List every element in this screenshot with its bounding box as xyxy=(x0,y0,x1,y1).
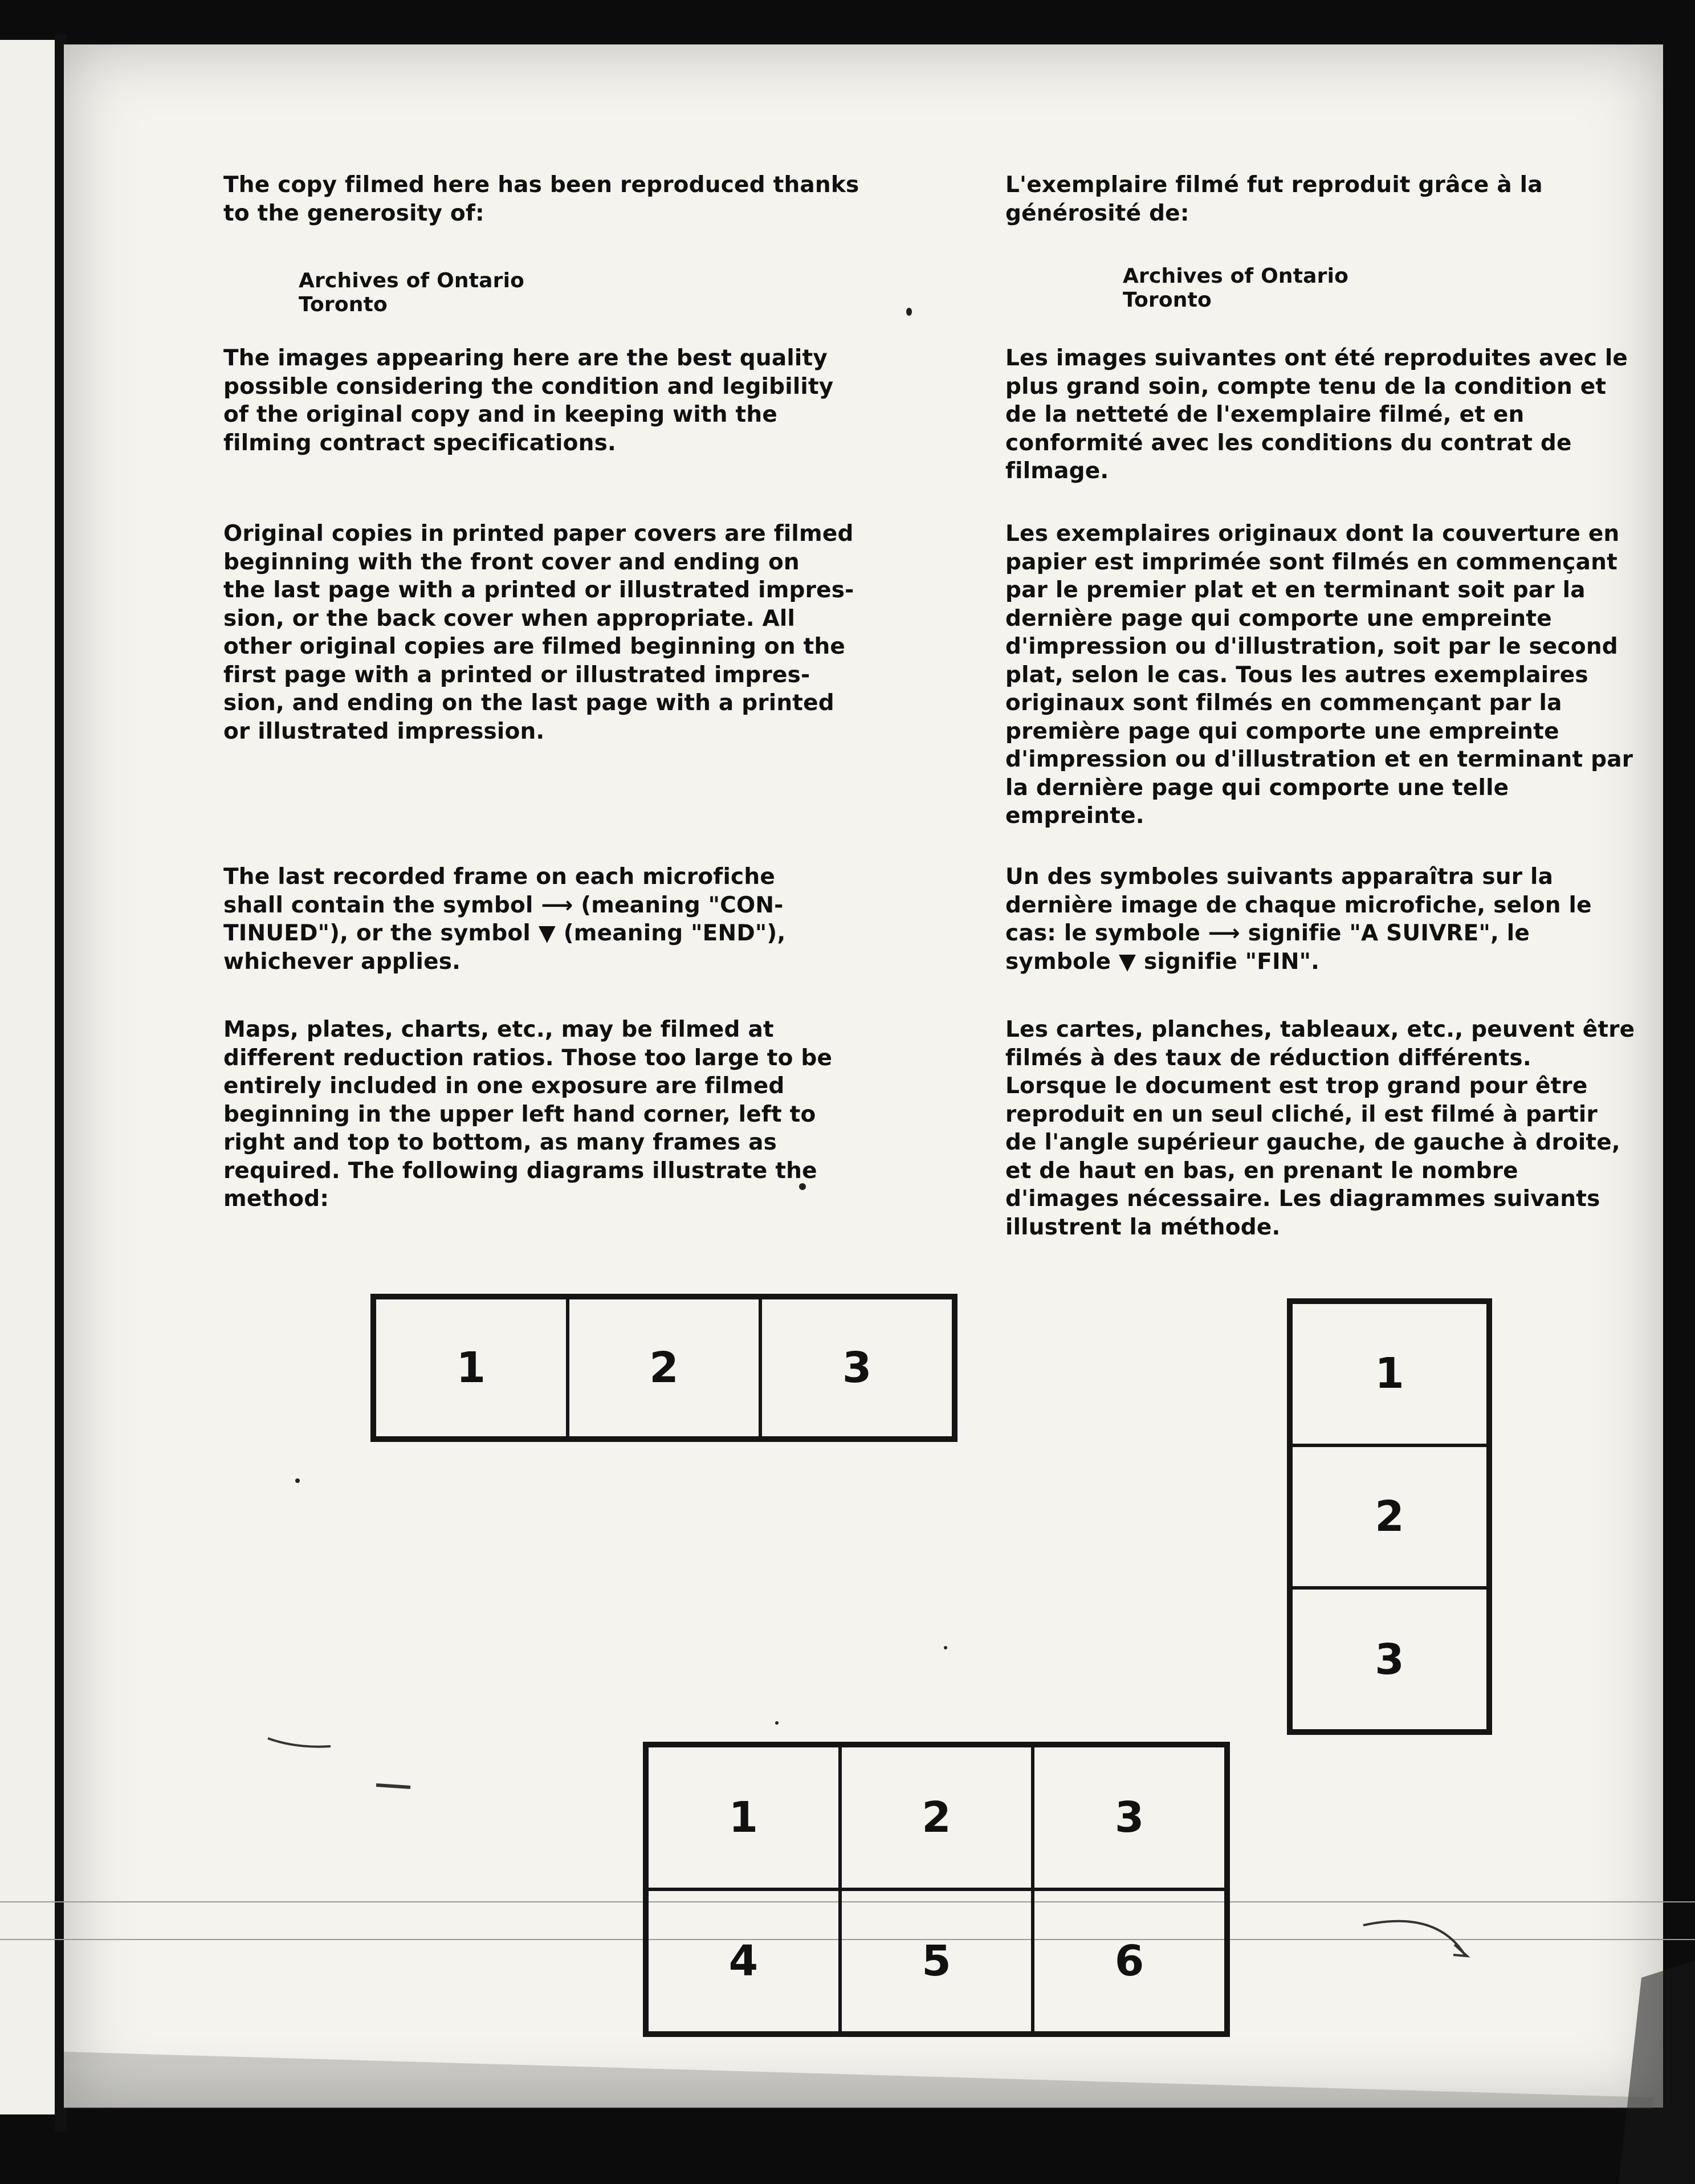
frame-cell: 3 xyxy=(1033,1746,1226,1889)
frame-cell: 1 xyxy=(374,1298,568,1438)
french-quality-note: Les images suivantes ont été reproduites avec le plus grand soin, compte tenu de la condition et de la netteté de l'exemplaire filmé, et en conformité avec les conditions du contrat de filmage. xyxy=(1005,345,1628,484)
scan-speck xyxy=(799,1183,806,1190)
scan-speck xyxy=(775,1721,779,1725)
frame-cell: 2 xyxy=(568,1298,761,1438)
english-maps-note: Maps, plates, charts, etc., may be filmed at different reduction ratios. Those too large to be entirely included in one exposure are filmed beginning in the upper left hand corner, left to right and top to bottom, as many frames as required. The following diagrams illustrate the method: xyxy=(223,1017,833,1212)
french-intro: L'exemplaire filmé fut reproduit grâce à la générosité de: xyxy=(1005,172,1543,226)
english-originals-note: Original copies in printed paper covers are filmed beginning with the front cover and ending on the last page with a printed or illustrated impres- sion, or the back cover when appropriate. All other original copies are filmed beginning on the first page with a printed or illustrated impres- sion, and ending on the last page with a printed or illustrated impression. xyxy=(223,521,854,744)
frame-cell: 2 xyxy=(1291,1445,1488,1588)
frame-cell: 3 xyxy=(760,1298,954,1438)
english-quality-note: The images appearing here are the best quality possible considering the condition and legibility of the original copy and in keeping with the filming contract specifications. xyxy=(223,345,834,456)
frame-cell: 4 xyxy=(647,1889,840,2033)
scan-speck xyxy=(944,1646,947,1649)
frame-cell: 1 xyxy=(1291,1302,1488,1445)
scan-speck xyxy=(906,308,912,316)
english-intro: The copy filmed here has been reproduced thanks to the generosity of: xyxy=(223,172,859,226)
english-symbols-note: The last recorded frame on each microfiche shall contain the symbol ⟶ (meaning "CON- TINUED"), or the symbol ▼ (meaning "END"), whichever applies. xyxy=(223,864,786,975)
french-originals-note: Les exemplaires originaux dont la couverture en papier est imprimée sont filmés en commençant par le premier plat et en terminant soit par la dernière page qui comporte une empreinte d'impression ou d'illustration, soit par le second plat, selon le cas. Tous les autres exemplaires originaux sont filmés en commençant par la première page qui comporte une empreinte d'impression ou d'illustration et en terminant par la dernière page qui comporte une telle empreinte. xyxy=(1005,521,1633,829)
frame-cell: 1 xyxy=(647,1746,840,1889)
french-institution: Archives of Ontario Toronto xyxy=(1123,264,1349,312)
frame-cell: 2 xyxy=(840,1746,1033,1889)
frame-cell: 5 xyxy=(840,1889,1033,2033)
left-page-margin xyxy=(0,40,62,2114)
french-symbols-note: Un des symboles suivants apparaîtra sur la dernière image de chaque microfiche, selon le cas: le symbole ⟶ signifie "A SUIVRE", le symbole ▼ signifie "FIN". xyxy=(1005,864,1592,975)
scan-speck xyxy=(295,1478,300,1483)
horizontal-frame-diagram xyxy=(370,1294,957,1442)
english-institution: Archives of Ontario Toronto xyxy=(299,269,525,316)
french-maps-note: Les cartes, planches, tableaux, etc., peuvent être filmés à des taux de réduction différents. Lorsque le document est trop grand pour être reproduit en un seul cliché, il est filmé à partir de l'angle supérieur gauche, de gauche à droite, et de haut en bas, en prenant le nombre d'images nécessaire. Les diagrammes suivants illustrent la méthode. xyxy=(1005,1017,1635,1240)
frame-cell: 3 xyxy=(1291,1588,1488,1731)
frame-cell: 6 xyxy=(1033,1889,1226,2033)
grid-frame-diagram xyxy=(643,1742,1230,2037)
vertical-frame-diagram xyxy=(1287,1298,1492,1735)
